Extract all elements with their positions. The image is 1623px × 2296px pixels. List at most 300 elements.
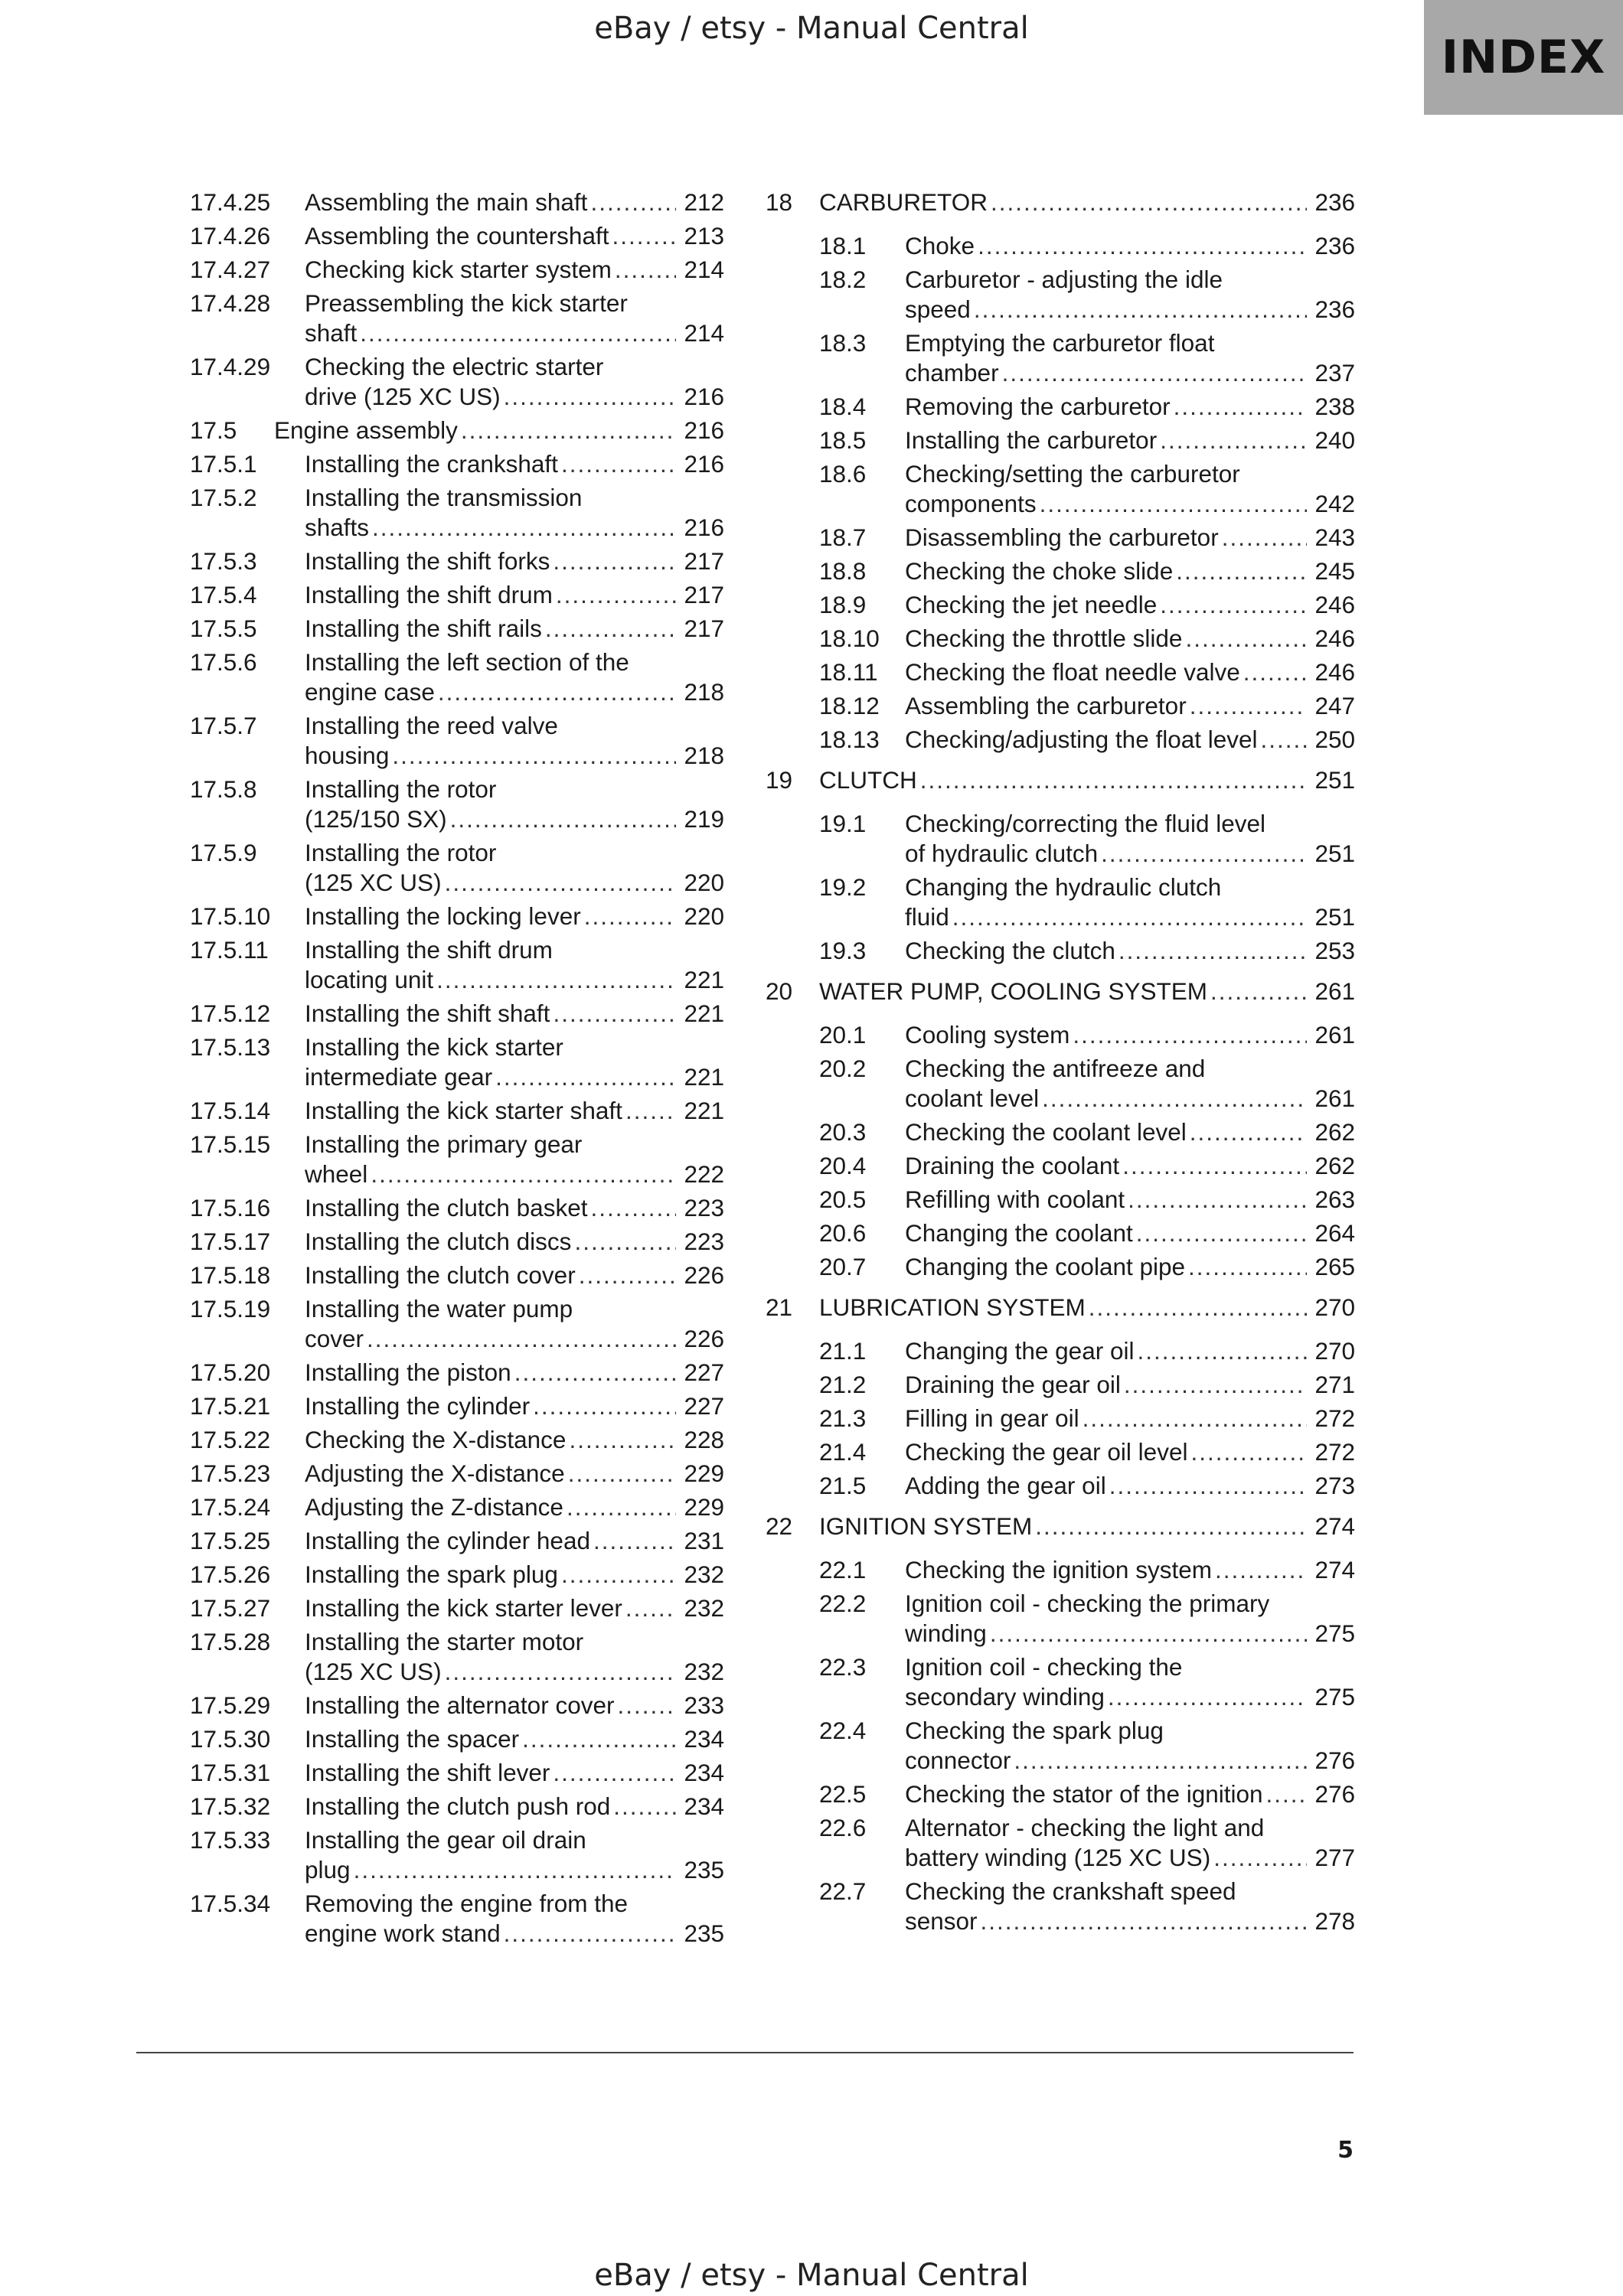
toc-entry-title: Filling in gear oil: [905, 1404, 1079, 1432]
toc-entry[interactable]: [766, 691, 1355, 721]
toc-entry-number: 17.5.2: [190, 484, 257, 511]
toc-entry[interactable]: [766, 1437, 1355, 1467]
toc-entry-title: Checking the antifreeze and: [905, 1055, 1206, 1082]
dot-leader: [392, 741, 676, 771]
toc-entry-number: 17.5.27: [190, 1594, 271, 1622]
toc-entry-title: Installing the kick starter lever: [305, 1594, 622, 1622]
dot-leader: [1040, 489, 1308, 519]
toc-entry-title: engine work stand: [305, 1919, 501, 1947]
toc-entry-page: 223: [684, 1228, 724, 1255]
toc-chapter-entry[interactable]: [766, 1293, 1355, 1322]
dot-leader: [371, 1159, 676, 1189]
dot-leader: [615, 255, 677, 285]
toc-entry[interactable]: [190, 546, 724, 576]
toc-entry-page: 273: [1314, 1472, 1355, 1499]
toc-entry-title: Ignition coil - checking the primary: [905, 1590, 1270, 1617]
toc-entry-page: 261: [1314, 977, 1355, 1005]
toc-entry[interactable]: [766, 1151, 1355, 1181]
toc-right-column: [766, 188, 1355, 1940]
toc-entry-number: 17.4.28: [190, 289, 271, 317]
toc-entry[interactable]: [766, 523, 1355, 553]
dot-leader: [612, 221, 676, 251]
toc-entry-number: 20.3: [819, 1118, 867, 1146]
toc-entry[interactable]: [190, 935, 724, 995]
dot-leader: [372, 513, 676, 543]
toc-entry-number: 18: [766, 188, 793, 216]
toc-entry-title: Assembling the countershaft: [305, 222, 609, 249]
toc-entry-title: Checking the X-distance: [305, 1426, 567, 1453]
toc-entry-page: 214: [684, 319, 724, 347]
toc-chapter-entry[interactable]: [766, 765, 1355, 795]
toc-entry-title: Installing the crankshaft: [305, 450, 558, 478]
toc-entry-title: Installing the primary gear: [305, 1130, 583, 1158]
dot-leader: [579, 1261, 677, 1290]
toc-entry[interactable]: [190, 221, 724, 251]
dot-leader: [1109, 1471, 1308, 1501]
toc-entry-number: 17.5.33: [190, 1826, 271, 1854]
toc-entry-title: CARBURETOR: [819, 188, 988, 216]
toc-chapter-entry[interactable]: [766, 977, 1355, 1006]
toc-entry[interactable]: [190, 775, 724, 834]
toc-entry-number: 17.4.27: [190, 256, 271, 283]
toc-entry-number: 17.5.5: [190, 615, 257, 642]
toc-entry-number: 18.2: [819, 266, 867, 293]
toc-chapter-entry[interactable]: [766, 188, 1355, 217]
toc-entry[interactable]: [190, 1792, 724, 1821]
toc-entry-title: Checking the spark plug: [905, 1717, 1164, 1744]
toc-entry[interactable]: [190, 1825, 724, 1885]
toc-entry-title: Installing the kick starter: [305, 1033, 563, 1061]
dot-leader: [504, 382, 677, 412]
toc-entry[interactable]: [190, 999, 724, 1029]
toc-entry-number: 17.5: [190, 416, 237, 444]
toc-entry-title: Installing the clutch discs: [305, 1228, 572, 1255]
toc-entry-number: 17.5.4: [190, 581, 257, 608]
toc-entry-title: Carburetor - adjusting the idle: [905, 266, 1223, 293]
toc-entry-number: 18.4: [819, 393, 867, 420]
toc-entry-title: plug: [305, 1856, 351, 1883]
dot-leader: [1190, 1437, 1307, 1467]
toc-entry-page: 231: [684, 1527, 724, 1554]
toc-entry-title: Changing the coolant pipe: [905, 1253, 1186, 1280]
toc-entry-number: 21.3: [819, 1404, 867, 1432]
toc-entry[interactable]: [190, 1560, 724, 1590]
toc-entry-number: 17.5.25: [190, 1527, 271, 1554]
toc-entry[interactable]: [190, 1758, 724, 1788]
toc-entry[interactable]: [766, 1652, 1355, 1712]
toc-entry-title: wheel: [305, 1160, 368, 1188]
toc-entry-page: 233: [684, 1691, 724, 1719]
toc-entry-page: 213: [684, 222, 724, 249]
toc-entry-number: 17.5.13: [190, 1033, 271, 1061]
dot-leader: [1160, 590, 1307, 620]
toc-entry-number: 17.5.17: [190, 1228, 271, 1255]
dot-leader: [1083, 1404, 1308, 1433]
toc-entry-title: Installing the clutch push rod: [305, 1792, 611, 1820]
dot-leader: [1128, 1185, 1307, 1215]
toc-entry-title: engine case: [305, 678, 435, 706]
dot-leader: [593, 1526, 676, 1556]
toc-entry-number: 17.5.15: [190, 1130, 271, 1158]
toc-entry[interactable]: [190, 838, 724, 898]
toc-entry-number: 22: [766, 1512, 793, 1540]
toc-entry-page: 214: [684, 256, 724, 283]
toc-entry-page: 212: [684, 188, 724, 216]
dot-leader: [978, 231, 1307, 261]
toc-entry-number: 17.5.30: [190, 1725, 271, 1753]
toc-entry-page: 245: [1314, 557, 1355, 585]
toc-entry-title: WATER PUMP, COOLING SYSTEM: [819, 977, 1207, 1005]
toc-entry[interactable]: [766, 1020, 1355, 1050]
dot-leader: [1190, 1117, 1308, 1147]
toc-entry-title: Draining the gear oil: [905, 1371, 1121, 1398]
dot-leader: [360, 318, 676, 348]
toc-entry-title: Checking the stator of the ignition: [905, 1780, 1263, 1808]
dot-leader: [584, 902, 677, 931]
toc-entry-number: 18.8: [819, 557, 867, 585]
toc-entry-title: Draining the coolant: [905, 1152, 1120, 1179]
toc-entry[interactable]: [190, 1261, 724, 1290]
toc-entry-number: 17.5.9: [190, 839, 257, 866]
toc-entry-number: 20.4: [819, 1152, 867, 1179]
dot-leader: [514, 1358, 677, 1388]
toc-entry-number: 20.7: [819, 1253, 867, 1280]
toc-entry[interactable]: [766, 1471, 1355, 1501]
toc-entry-title: Installing the transmission: [305, 484, 583, 511]
toc-entry-number: 22.3: [819, 1653, 867, 1681]
toc-entry[interactable]: [190, 1526, 724, 1556]
toc-entry-page: 220: [684, 869, 724, 896]
dot-leader: [1174, 392, 1308, 422]
toc-entry-title: Checking the jet needle: [905, 591, 1158, 618]
footer-watermark: eBay / etsy - Manual Central: [594, 2258, 1029, 2293]
dot-leader: [533, 1391, 676, 1421]
toc-entry[interactable]: [190, 449, 724, 479]
toc-entry-page: 221: [684, 966, 724, 993]
toc-entry[interactable]: [766, 392, 1355, 422]
toc-entry-number: 17.5.18: [190, 1261, 271, 1289]
toc-entry-page: 221: [684, 1097, 724, 1124]
toc-entry-title: Assembling the carburetor: [905, 692, 1187, 719]
toc-entry[interactable]: [190, 1294, 724, 1354]
dot-leader: [1215, 1555, 1307, 1585]
toc-left-column: [190, 188, 724, 1952]
toc-entry[interactable]: [190, 1691, 724, 1720]
toc-entry-title: Adding the gear oil: [905, 1472, 1106, 1499]
toc-entry-page: 232: [684, 1658, 724, 1685]
dot-leader: [1210, 977, 1307, 1006]
toc-entry-title: Installing the kick starter shaft: [305, 1097, 622, 1124]
toc-entry-title: sensor: [905, 1907, 978, 1935]
toc-entry[interactable]: [766, 426, 1355, 455]
toc-entry-number: 17.5.29: [190, 1691, 271, 1719]
toc-entry-page: 262: [1314, 1152, 1355, 1179]
toc-entry-number: 18.11: [819, 658, 878, 686]
toc-entry-title: Alternator - checking the light and: [905, 1814, 1265, 1841]
toc-entry[interactable]: [766, 328, 1355, 388]
toc-entry[interactable]: [190, 1492, 724, 1522]
toc-entry[interactable]: [766, 1555, 1355, 1585]
dot-leader: [1222, 523, 1308, 553]
toc-entry-title: Removing the engine from the: [305, 1890, 628, 1917]
toc-entry-number: 19.2: [819, 873, 867, 901]
toc-entry-title: Installing the cylinder: [305, 1392, 531, 1420]
toc-entry-page: 236: [1314, 232, 1355, 259]
toc-entry[interactable]: [190, 1227, 724, 1257]
toc-entry-title: Installing the starter motor: [305, 1628, 584, 1655]
dot-leader: [1108, 1682, 1308, 1712]
toc-entry-title: housing: [305, 742, 390, 769]
toc-entry[interactable]: [190, 1627, 724, 1687]
toc-entry[interactable]: [766, 624, 1355, 654]
toc-entry-number: 18.7: [819, 523, 867, 551]
toc-entry-page: 226: [684, 1261, 724, 1289]
toc-entry[interactable]: [190, 352, 724, 412]
toc-entry-page: 246: [1314, 625, 1355, 652]
dot-leader: [553, 999, 676, 1029]
header-watermark: eBay / etsy - Manual Central: [594, 11, 1029, 46]
toc-entry-page: 272: [1314, 1438, 1355, 1466]
toc-entry-title: chamber: [905, 359, 999, 386]
dot-leader: [920, 765, 1308, 795]
toc-entry[interactable]: [766, 809, 1355, 869]
toc-entry-title: Checking the electric starter: [305, 353, 604, 380]
toc-entry-page: 232: [684, 1594, 724, 1622]
toc-entry-page: 237: [1314, 359, 1355, 386]
toc-entry[interactable]: [766, 1252, 1355, 1282]
toc-entry[interactable]: [190, 1391, 724, 1421]
toc-entry-number: 17.5.24: [190, 1493, 271, 1521]
toc-entry[interactable]: [190, 1193, 724, 1223]
toc-entry[interactable]: [190, 647, 724, 707]
footer-divider: [136, 2052, 1354, 2053]
toc-entry-number: 17.5.32: [190, 1792, 271, 1820]
dot-leader: [504, 1919, 677, 1949]
toc-entry[interactable]: [190, 711, 724, 771]
toc-entry-title: Installing the shift drum: [305, 936, 553, 964]
toc-entry-title: Installing the shift shaft: [305, 1000, 550, 1027]
dot-leader: [1042, 1084, 1307, 1114]
toc-entry[interactable]: [190, 1096, 724, 1126]
toc-entry[interactable]: [766, 936, 1355, 966]
dot-leader: [1136, 1218, 1308, 1248]
toc-entry[interactable]: [766, 725, 1355, 755]
toc-entry[interactable]: [766, 1218, 1355, 1248]
toc-entry[interactable]: [766, 1185, 1355, 1215]
dot-leader: [461, 416, 677, 445]
toc-entry[interactable]: [766, 1336, 1355, 1366]
toc-entry-page: 234: [684, 1759, 724, 1786]
toc-entry[interactable]: [766, 1716, 1355, 1776]
dot-leader: [522, 1724, 676, 1754]
dot-leader: [1243, 657, 1308, 687]
toc-entry-number: 17.5.8: [190, 775, 257, 803]
toc-entry-page: 234: [684, 1792, 724, 1820]
toc-entry[interactable]: [190, 483, 724, 543]
toc-entry-number: 20.2: [819, 1055, 867, 1082]
toc-entry-title: winding: [905, 1619, 987, 1647]
toc-entry-number: 17.5.26: [190, 1561, 271, 1588]
toc-entry-number: 17.5.16: [190, 1194, 271, 1221]
toc-entry-title: battery winding (125 XC US): [905, 1844, 1211, 1871]
toc-entry-number: 17.5.23: [190, 1459, 271, 1487]
toc-entry-title: Installing the left section of the: [305, 648, 629, 676]
toc-entry-number: 17.5.3: [190, 547, 257, 575]
toc-entry-page: 278: [1314, 1907, 1355, 1935]
toc-entry-title: Cooling system: [905, 1021, 1070, 1049]
toc-entry[interactable]: [190, 188, 724, 217]
toc-entry-number: 17.4.26: [190, 222, 271, 249]
dot-leader: [495, 1062, 676, 1092]
toc-entry[interactable]: [766, 1404, 1355, 1433]
toc-entry-page: 246: [1314, 658, 1355, 686]
toc-entry[interactable]: [190, 1593, 724, 1623]
toc-entry-page: 216: [684, 416, 724, 444]
toc-entry-title: Installing the gear oil drain: [305, 1826, 586, 1854]
toc-entry-number: 19: [766, 766, 793, 794]
toc-entry-title: components: [905, 490, 1037, 517]
toc-entry-title: Checking the clutch: [905, 937, 1115, 964]
dot-leader: [590, 188, 676, 217]
toc-entry[interactable]: [766, 1117, 1355, 1147]
dot-leader: [561, 449, 677, 479]
toc-entry-title: Installing the rotor: [305, 775, 497, 803]
dot-leader: [1073, 1020, 1307, 1050]
toc-entry-number: 20: [766, 977, 793, 1005]
toc-entry-page: 270: [1314, 1337, 1355, 1365]
toc-entry-number: 21.4: [819, 1438, 867, 1466]
dot-leader: [568, 1459, 677, 1489]
dot-leader: [569, 1425, 676, 1455]
toc-entry-title: Checking/setting the carburetor: [905, 460, 1240, 488]
dot-leader: [436, 965, 676, 995]
toc-entry[interactable]: [766, 231, 1355, 261]
toc-entry[interactable]: [766, 459, 1355, 519]
toc-entry[interactable]: [190, 1358, 724, 1388]
toc-entry-title: IGNITION SYSTEM: [819, 1512, 1033, 1540]
toc-entry-title: Installing the locking lever: [305, 902, 581, 930]
toc-entry-number: 18.6: [819, 460, 867, 488]
toc-chapter-entry[interactable]: [766, 1512, 1355, 1541]
toc-entry[interactable]: [190, 1889, 724, 1949]
toc-entry-number: 17.4.29: [190, 353, 271, 380]
toc-entry[interactable]: [190, 902, 724, 931]
toc-entry[interactable]: [190, 289, 724, 348]
toc-entry-title: Adjusting the X-distance: [305, 1459, 565, 1487]
toc-entry[interactable]: [190, 1032, 724, 1092]
dot-leader: [445, 868, 677, 898]
toc-entry[interactable]: [766, 1054, 1355, 1114]
toc-entry-page: 236: [1314, 295, 1355, 323]
toc-entry-number: 17.5.14: [190, 1097, 271, 1124]
toc-entry-number: 22.6: [819, 1814, 867, 1841]
toc-entry-title: Installing the piston: [305, 1358, 511, 1386]
toc-entry[interactable]: [766, 590, 1355, 620]
toc-entry[interactable]: [766, 657, 1355, 687]
dot-leader: [1089, 1293, 1308, 1322]
toc-entry-title: fluid: [905, 903, 949, 931]
dot-leader: [545, 614, 677, 644]
toc-entry-title: connector: [905, 1746, 1011, 1774]
toc-entry[interactable]: [190, 1425, 724, 1455]
dot-leader: [556, 580, 677, 610]
toc-entry-number: 17.5.20: [190, 1358, 271, 1386]
toc-entry-number: 21.2: [819, 1371, 867, 1398]
toc-entry[interactable]: [190, 580, 724, 610]
toc-entry[interactable]: [766, 872, 1355, 932]
toc-entry-title: Changing the gear oil: [905, 1337, 1135, 1365]
index-tab[interactable]: INDEX: [1424, 0, 1623, 115]
toc-entry[interactable]: [766, 1589, 1355, 1649]
toc-entry[interactable]: [190, 1459, 724, 1489]
toc-entry-number: 17.5.10: [190, 902, 271, 930]
toc-entry[interactable]: [190, 614, 724, 644]
toc-entry-page: 234: [684, 1725, 724, 1753]
toc-entry-number: 19.1: [819, 810, 867, 837]
toc-entry[interactable]: [766, 1370, 1355, 1400]
toc-entry-page: 218: [684, 742, 724, 769]
toc-entry-page: 262: [1314, 1118, 1355, 1146]
toc-entry-page: 218: [684, 678, 724, 706]
toc-entry-title: Installing the shift rails: [305, 615, 542, 642]
toc-entry[interactable]: [766, 265, 1355, 325]
toc-entry-number: 21.1: [819, 1337, 867, 1365]
toc-entry[interactable]: [766, 1813, 1355, 1873]
toc-entry-title: Installing the rotor: [305, 839, 497, 866]
toc-entry-title: Checking the crankshaft speed: [905, 1877, 1236, 1905]
toc-entry[interactable]: [190, 1130, 724, 1189]
dot-leader: [367, 1324, 676, 1354]
toc-entry[interactable]: [190, 255, 724, 285]
toc-entry-number: 18.12: [819, 692, 880, 719]
toc-entry[interactable]: [190, 1724, 724, 1754]
toc-entry-title: Checking the choke slide: [905, 557, 1174, 585]
toc-entry-page: 275: [1314, 1619, 1355, 1647]
dot-leader: [1122, 1151, 1307, 1181]
toc-entry[interactable]: [190, 416, 724, 445]
toc-entry-title: (125 XC US): [305, 869, 442, 896]
toc-entry-title: Checking the ignition system: [905, 1556, 1212, 1583]
toc-entry-title: Ignition coil - checking the: [905, 1653, 1183, 1681]
toc-entry-number: 17.5.1: [190, 450, 257, 478]
toc-entry-number: 20.5: [819, 1186, 867, 1213]
dot-leader: [974, 295, 1308, 325]
toc-entry-page: 251: [1314, 766, 1355, 794]
toc-entry-title: Checking the float needle valve: [905, 658, 1240, 686]
dot-leader: [354, 1855, 677, 1885]
toc-entry-page: 217: [684, 547, 724, 575]
toc-entry[interactable]: [766, 1877, 1355, 1936]
toc-entry[interactable]: [766, 1779, 1355, 1809]
toc-entry-page: 253: [1314, 937, 1355, 964]
toc-entry-number: 18.10: [819, 625, 880, 652]
toc-entry[interactable]: [766, 556, 1355, 586]
dot-leader: [1213, 1843, 1307, 1873]
toc-entry-page: 276: [1314, 1780, 1355, 1808]
toc-entry-title: Installing the reed valve: [305, 712, 558, 739]
toc-entry-number: 18.9: [819, 591, 867, 618]
toc-entry-title: Installing the carburetor: [905, 426, 1158, 454]
toc-entry-number: 17.5.12: [190, 1000, 271, 1027]
toc-entry-title: (125 XC US): [305, 1658, 442, 1685]
toc-entry-page: 216: [684, 514, 724, 541]
toc-entry-page: 271: [1314, 1371, 1355, 1398]
toc-entry-title: Installing the clutch basket: [305, 1194, 588, 1221]
toc-entry-title: Checking/correcting the fluid level: [905, 810, 1265, 837]
dot-leader: [1002, 358, 1308, 388]
toc-entry-title: of hydraulic clutch: [905, 840, 1099, 867]
toc-entry-title: Refilling with coolant: [905, 1186, 1125, 1213]
